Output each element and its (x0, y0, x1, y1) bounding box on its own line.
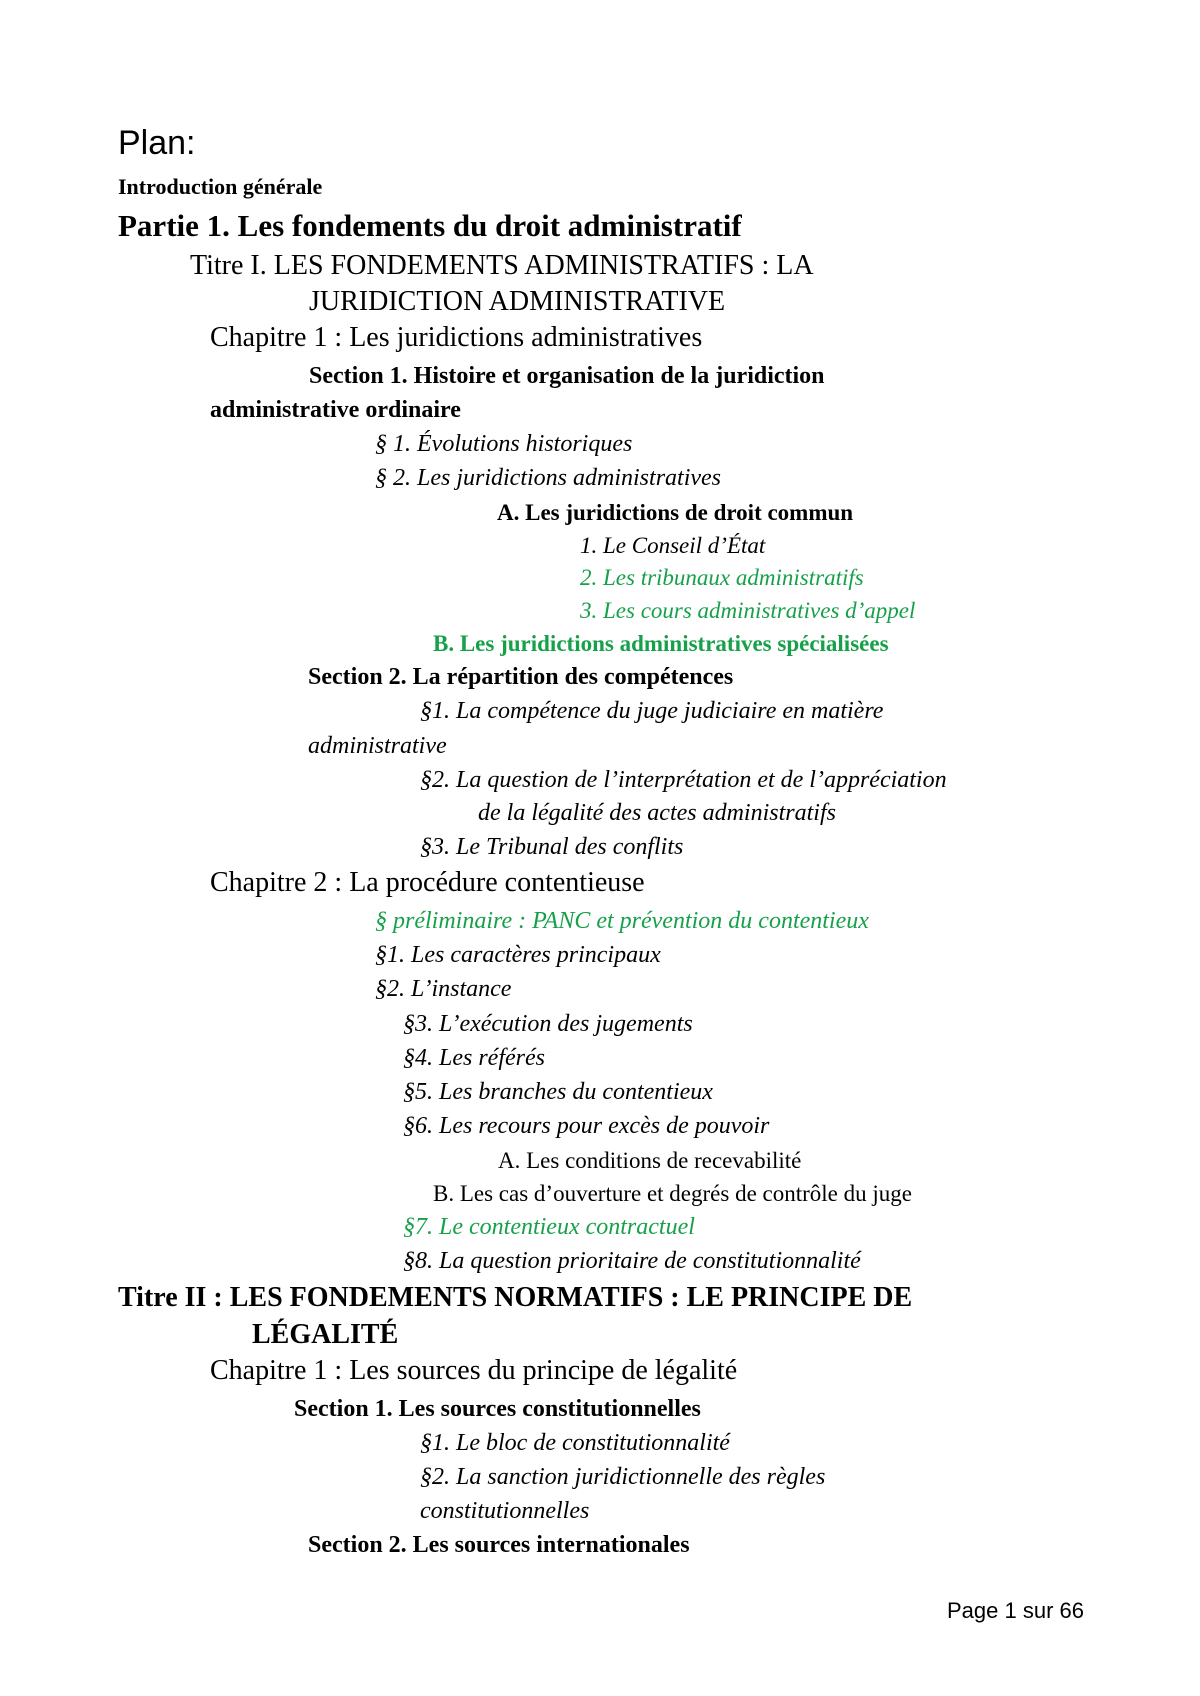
competence-2-line-2: de la légalité des actes administratifs (478, 800, 836, 826)
item-conseil-etat: 1. Le Conseil d’État (580, 533, 766, 558)
title-2-section-1-paragraph-1: §1. Le bloc de constitutionnalité (420, 1430, 730, 1456)
title-2-section-2-heading: Section 2. Les sources internationales (308, 1532, 690, 1558)
procedure-preliminaire: § préliminaire : PANC et prévention du contentieux (375, 908, 869, 934)
competence-2-line-1: §2. La question de l’interprétation et de l’appréciation (420, 767, 947, 793)
procedure-5: §5. Les branches du contentieux (403, 1079, 713, 1105)
procedure-4: §4. Les référés (403, 1045, 545, 1071)
subheading-droit-commun: A. Les juridictions de droit commun (497, 500, 854, 525)
part-1-heading: Partie 1. Les fondements du droit administratif (118, 208, 742, 243)
competence-1-line-2: administrative (308, 733, 447, 759)
procedure-6-a: A. Les conditions de recevabilité (498, 1148, 802, 1173)
competence-1-line-1: §1. La compétence du juge judiciaire en matière (420, 698, 884, 724)
procedure-2: §2. L’instance (375, 976, 512, 1002)
paragraph-juridictions: § 2. Les juridictions administratives (375, 465, 722, 491)
title-2-chapter-1-heading: Chapitre 1 : Les sources du principe de légalité (210, 1355, 738, 1386)
subheading-specialisees: B. Les juridictions administratives spécialisées (433, 631, 889, 656)
item-tribunaux-administratifs: 2. Les tribunaux administratifs (580, 565, 864, 590)
procedure-6-b: B. Les cas d’ouverture et degrés de contrôle du juge (433, 1181, 912, 1206)
title-2-section-1-paragraph-2-line-1: §2. La sanction juridictionnelle des règles (420, 1464, 826, 1490)
procedure-8: §8. La question prioritaire de constitutionnalité (403, 1248, 861, 1274)
title-1-line-2: JURIDICTION ADMINISTRATIVE (309, 286, 726, 317)
item-cours-appel: 3. Les cours administratives d’appel (580, 598, 916, 623)
page-number: Page 1 sur 66 (947, 1598, 1084, 1623)
section-1-line-2: administrative ordinaire (210, 397, 461, 423)
title-2-section-1-paragraph-2-line-2: constitutionnelles (420, 1498, 590, 1524)
title-2-line-1: Titre II : LES FONDEMENTS NORMATIFS : LE PRINCIPE DE (118, 1282, 913, 1313)
title-2-section-1-heading: Section 1. Les sources constitutionnelles (294, 1396, 701, 1422)
procedure-1: §1. Les caractères principaux (375, 942, 661, 968)
chapter-2-heading: Chapitre 2 : La procédure contentieuse (210, 867, 645, 898)
procedure-7: §7. Le contentieux contractuel (403, 1214, 695, 1240)
competence-3: §3. Le Tribunal des conflits (420, 834, 684, 860)
plan-heading: Plan: (118, 124, 196, 162)
procedure-6: §6. Les recours pour excès de pouvoir (403, 1113, 770, 1139)
chapter-1-heading: Chapitre 1 : Les juridictions administratives (210, 322, 703, 353)
title-1-line-1: Titre I. LES FONDEMENTS ADMINISTRATIFS : LA (190, 250, 814, 281)
section-1-line-1: Section 1. Histoire et organisation de la juridiction (309, 363, 825, 389)
section-2-heading: Section 2. La répartition des compétences (308, 664, 734, 690)
intro-heading: Introduction générale (118, 174, 323, 199)
title-2-line-2: LÉGALITÉ (252, 1319, 399, 1350)
procedure-3: §3. L’exécution des jugements (403, 1011, 693, 1037)
paragraph-evolutions: § 1. Évolutions historiques (375, 431, 633, 457)
